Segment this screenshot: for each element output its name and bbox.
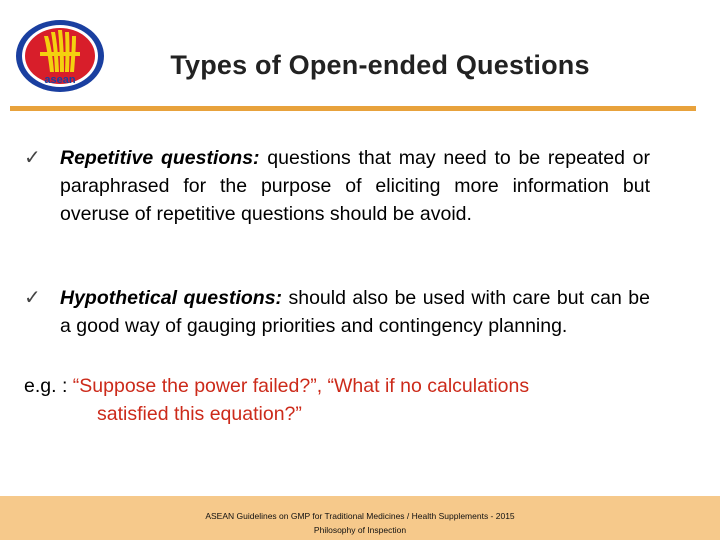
footer-text xyxy=(0,509,720,537)
footer-line2: Philosophy of Inspection xyxy=(313,525,407,535)
asean-logo xyxy=(14,18,106,94)
title-divider xyxy=(10,106,696,111)
bullet-repetitive xyxy=(24,144,650,228)
bullet-text: should also be used with care but can be a good way of gauging priorities and contingency planning. xyxy=(60,287,650,337)
slide-title: Types of Open-ended Questions xyxy=(170,50,590,80)
logo-wordmark: asean xyxy=(44,74,76,86)
example-quote-line1: “Suppose the power failed?”, “What if no calculations xyxy=(72,375,530,397)
footer-line1: ASEAN Guidelines on GMP for Traditional Medicines / Health Supplements - 2015 xyxy=(205,511,515,521)
checkmark-icon: ✓ xyxy=(24,287,41,309)
example-quote-line2: satisfied this equation?” xyxy=(97,403,302,425)
example-prefix: e.g. : xyxy=(24,375,68,397)
example-block xyxy=(24,372,650,428)
bullet-hypothetical xyxy=(24,284,650,340)
checkmark-icon: ✓ xyxy=(24,147,41,169)
bullet-term: Repetitive questions: xyxy=(60,147,260,169)
bullet-term: Hypothetical questions: xyxy=(60,287,283,309)
bullet-text: questions that may need to be repeated or paraphrased for the purpose of eliciting more information but overuse of repetitive questions should be avoid. xyxy=(60,147,650,225)
